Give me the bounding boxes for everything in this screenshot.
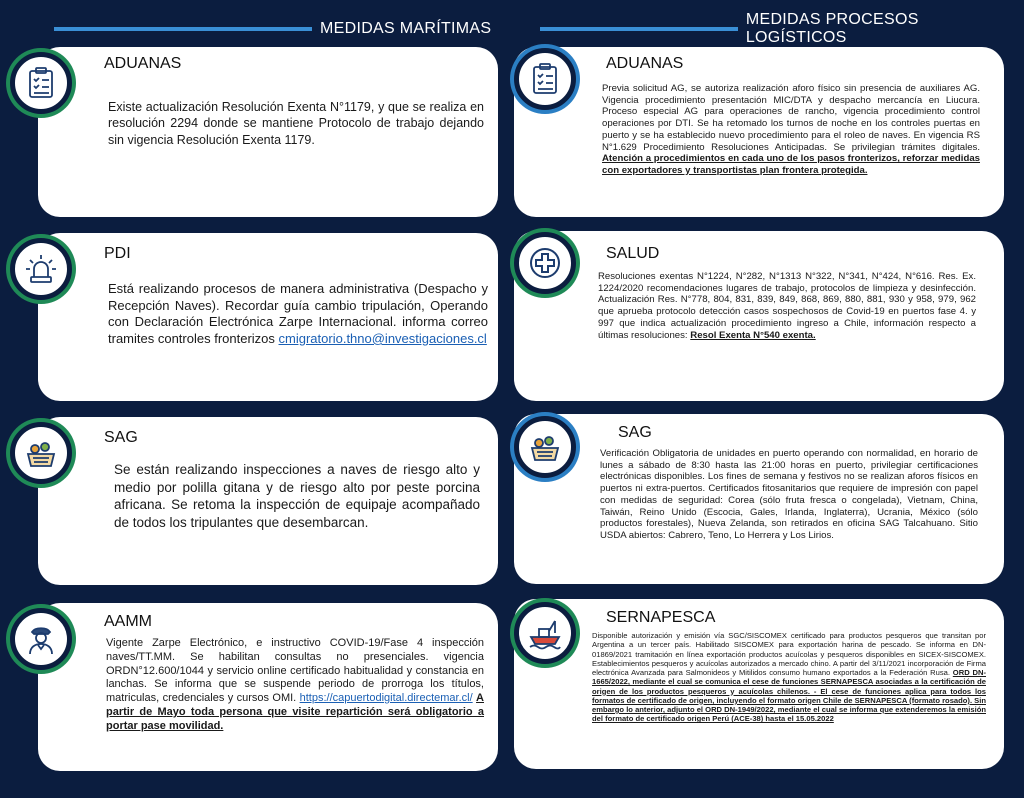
card-pdi <box>38 233 498 401</box>
card-aduanas-logisticos <box>514 47 1004 217</box>
pdi-text: Está realizando procesos de manera administrativa (Despacho y Recepción Naves). Recordar guía cambio tripulación, Operando con Declaración Electrónica Zarpe Internacional. informa correo tramites controles fronterizos <box>108 281 488 346</box>
card-title: SAG <box>618 424 652 441</box>
card-sag-maritimas <box>38 417 498 585</box>
header-medidas-maritimas <box>54 16 491 42</box>
card-aduanas-maritimas <box>38 47 498 217</box>
fishing-boat-icon <box>514 602 576 664</box>
checklist-icon <box>10 52 72 114</box>
aduanas-text: Previa solicitud AG, se autoriza realización aforo físico sin presencia de auxiliares AG. Vigencia procedimiento presentación MIC/DTA y despacho mercancía en Liucura. Proceso especial AG para operaciones de rancho, vigencia procedimiento control operaciones por DTI. Se ha retomado los turnos de noche en los controles puertas en puerto y se ha establecido nuevo procedimiento para el roleo de naves. En vigencia RS N°1.629 Procedimiento Resoluciones Anticipadas. Se privilegian trámites digitales. <box>602 83 980 153</box>
medical-cross-icon <box>514 232 576 294</box>
card-aamm <box>38 603 498 771</box>
card-body <box>592 631 986 724</box>
card-sag-logisticos <box>514 414 1004 584</box>
card-body: Se están realizando inspecciones a naves de riesgo alto y medio por polilla gitana y de riesgo alto por peste porcina africana. Se retoma la inspección de equipaje acompañado de todos los tripulantes que desembarcan. <box>114 462 480 530</box>
sernapesca-note: ORD DN-1665/2022, mediante el cual se comunica el cese de funciones SERNAPESCA asociadas a la certificación de origen de los productos pesqueros y acuícolas chilenos. - El cese de funciones aplica para todos los formatos de certificado de origen, incluyendo el formato origen Chile de SERNAPESCA (formato rosado). Sin embargo lo anterior, adjunto el ORD DN-1949/2022, mediante el cual se informa que extenderemos la emisión del formato de certificado origen Perú (ACE-38) hasta el 15.05.2022 <box>592 668 986 724</box>
header-accent-bar <box>540 27 738 31</box>
sernapesca-text: Disponible autorización y emisión vía SGC/SISCOMEX certificado para productos pesqueros que transitan por Argentina a un tercer país. Habilitado SISCOMEX para exportación harina de pescado. Se informa en DN-01869/2021 tramitación en línea exportación productos acuícolas y pesqueros disponibles en SICEX-SISCOMEX. Establecimientos pesqueros y acuícolas autorizados a mercado chino. A partir del 3/11/2021 incorporación de Firma electrónica Avanzada para Salmonideos y Mitilidos consumo humano exportados a la Federación Rusa. <box>592 631 986 677</box>
produce-basket-icon <box>514 416 576 478</box>
aamm-text: Vigente Zarpe Electrónico, e instructivo COVID-19/Fase 4 inspección naves/TT.MM. Se habilitan consultas no presenciales. vigencia ORDN°12.600/1044 y servicio online certificado habitualidad y constancia en lanchas. Se informa que se suspende periodo de prorroga los títulos, matriculas, credenciales y cursos OMI. <box>106 637 484 704</box>
card-title: ADUANAS <box>606 55 684 72</box>
aamm-note: A partir de Mayo toda persona que visite repartición será obligatorio a portar pase movilidad. <box>106 692 484 732</box>
card-body: Existe actualización Resolución Exenta N°1179, y que se realiza en resolución 2294 donde se mantiene Protocolo de trabajo dejando sin vigencia Resolución Exenta 1179. <box>108 100 484 147</box>
header-title: MEDIDAS PROCESOS LOGÍSTICOS <box>745 11 919 46</box>
card-title: PDI <box>104 245 131 262</box>
header-title: MEDIDAS MARÍTIMAS <box>320 20 492 37</box>
checklist-icon <box>514 48 576 110</box>
card-body <box>598 271 976 341</box>
siren-icon <box>10 238 72 300</box>
card-body <box>108 281 488 348</box>
card-sernapesca <box>514 599 1004 769</box>
card-body: Verificación Obligatoria de unidades en puerto operando con normalidad, en horario de lunes a sábado de 8:30 hasta las 21:00 horas en puerto, privilegiar certificaciones electrónicas disponibles. Los fines de semana y festivos no se realizan aforos físicos en puertos ni extra-puertos. Certificados fitosanitarios que requiere de impresión con papel con medidas de seguridad: Corea (sólo fruta fresca o congelada), Vietnam, China, Taiwán, Reino Unido (Escocia, Gales, Irlanda, Inglaterra), Ucrania, México (sólo productos forestales), Nueva Zelanda, son retirados en oficina SAG Talcahuano. Sitio USDA abiertos: Cabrero, Teno, Lo Herrera y Los Lirios. <box>600 448 978 541</box>
card-title: SAG <box>104 429 138 446</box>
header-medidas-logisticos <box>540 11 1024 46</box>
pdi-email-link[interactable]: cmigratorio.thno@investigaciones.cl <box>278 330 487 346</box>
salud-note: Resol Exenta N°540 exenta. <box>690 329 816 341</box>
salud-text: Resoluciones exentas N°1224, N°282, N°1313 N°322, N°341, N°424, N°616. Res. Ex. 1224/2020 recomendaciones lugares de trabajo, protocolos de limpieza y desinfección. Actualización Res. N°778, 804, 831, 839, 849, 868, 869, 880, 881, 930 y 958, 979, 962 que aprueba protocolo detección casos sospechosos de Covid-19 en puertos fase 4. y 997 que indica actualización procedimiento ingreso a Chile, información respecto a últimas resoluciones: <box>598 271 976 341</box>
card-title: SERNAPESCA <box>606 609 716 626</box>
aduanas-note: Atención a procedimientos en cada uno de los pasos fronterizos, reforzar medidas con exportadores y transportistas plan frontera protegida. <box>602 153 980 176</box>
header-accent-bar <box>54 27 312 31</box>
produce-basket-icon <box>10 422 72 484</box>
card-title: AAMM <box>104 613 152 630</box>
aamm-portal-link[interactable]: https://capuertodigital.directemar.cl/ <box>299 692 473 704</box>
card-salud <box>514 231 1004 401</box>
card-body <box>106 637 484 733</box>
card-title: ADUANAS <box>104 55 182 72</box>
sailor-icon <box>10 608 72 670</box>
card-body <box>602 83 980 177</box>
card-title: SALUD <box>606 245 660 262</box>
